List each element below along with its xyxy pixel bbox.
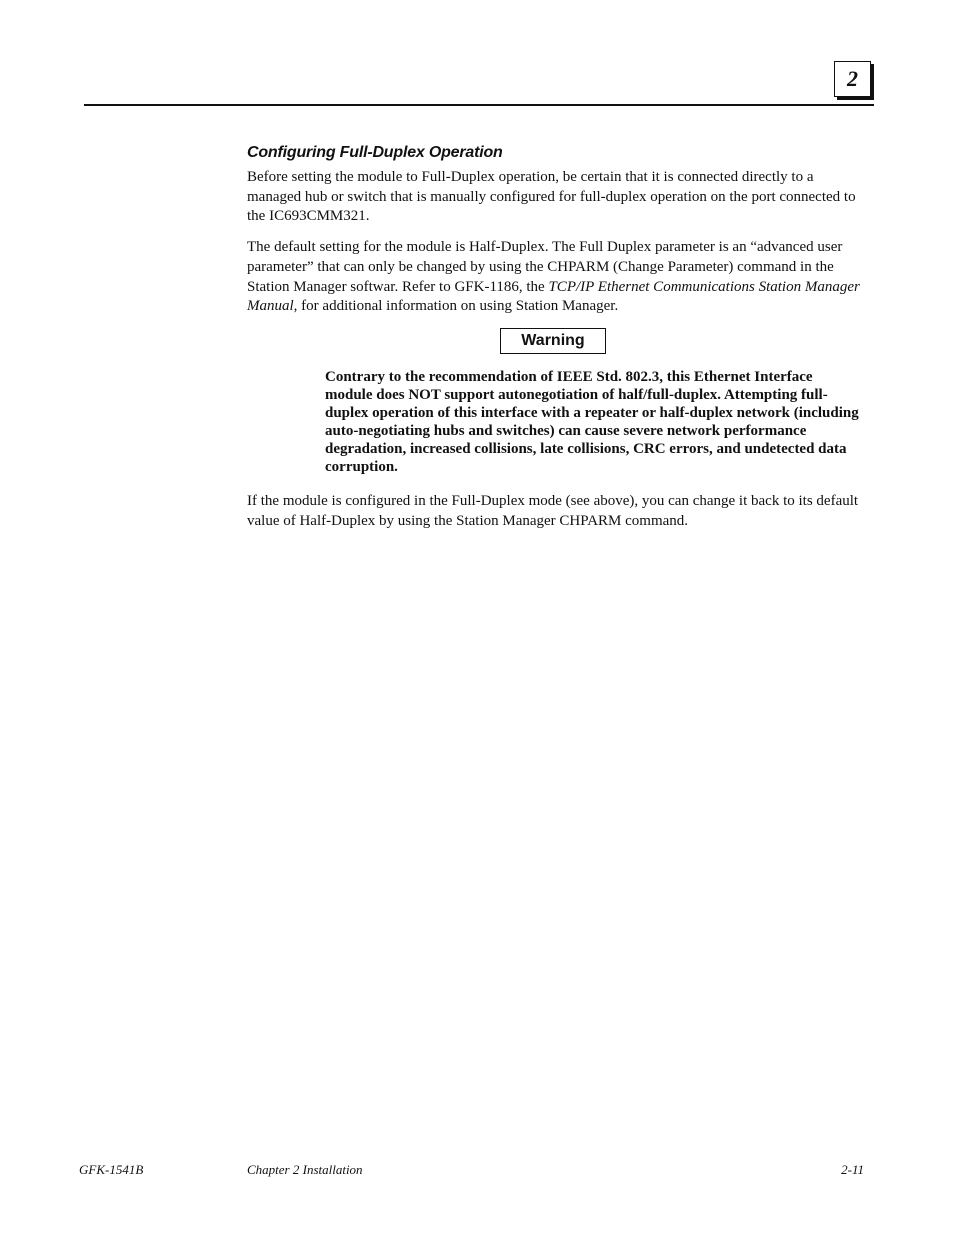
footer-doc-number: GFK-1541B [79,1162,144,1177]
manual-title: TCP/IP Ethernet Communications Station Manager Manual [247,278,860,315]
footer-chapter: Chapter 2 Installation [247,1162,363,1177]
section-heading: Configuring Full-Duplex Operation [247,144,503,161]
warning-label-row [247,328,862,368]
paragraph-2-text-a: The default setting for the module is Half-Duplex. The Full Duplex parameter is an “advanced user parameter” that can only be changed by using the CHPARM (Change Parameter) command in the Station Manager softwar. Refer to GFK-1186, the [247,239,843,295]
chapter-number-box [834,61,871,97]
warning-text: Contrary to the recommendation of IEEE Std. 802.3, this Ethernet Interface module does NOT support autonegotiation of half/full-duplex. Attempting full-duplex operation of this interface with a repeater or half-duplex network (including auto-negotiating hubs and switches) can cause severe network performance degradation, increased collisions, late collisions, CRC errors, and undetected data corruption. [325,368,859,475]
paragraph-1: Before setting the module to Full-Duplex operation, be certain that it is connected directly to a managed hub or switch that is manually configured for full-duplex operation on the port connected to the IC693CMM321. [247,169,856,225]
header-rule [84,104,874,106]
page-content [247,144,862,542]
paragraph-2-text-b: , for additional information on using Station Manager. [293,298,619,315]
paragraph-3: If the module is configured in the Full-Duplex mode (see above), you can change it back to its default value of Half-Duplex by using the Station Manager CHPARM command. [247,492,859,529]
chapter-number: 2 [847,66,858,91]
footer-page-number: 2-11 [841,1162,864,1177]
warning-label: Warning [500,328,606,354]
paragraph-2 [247,238,862,317]
